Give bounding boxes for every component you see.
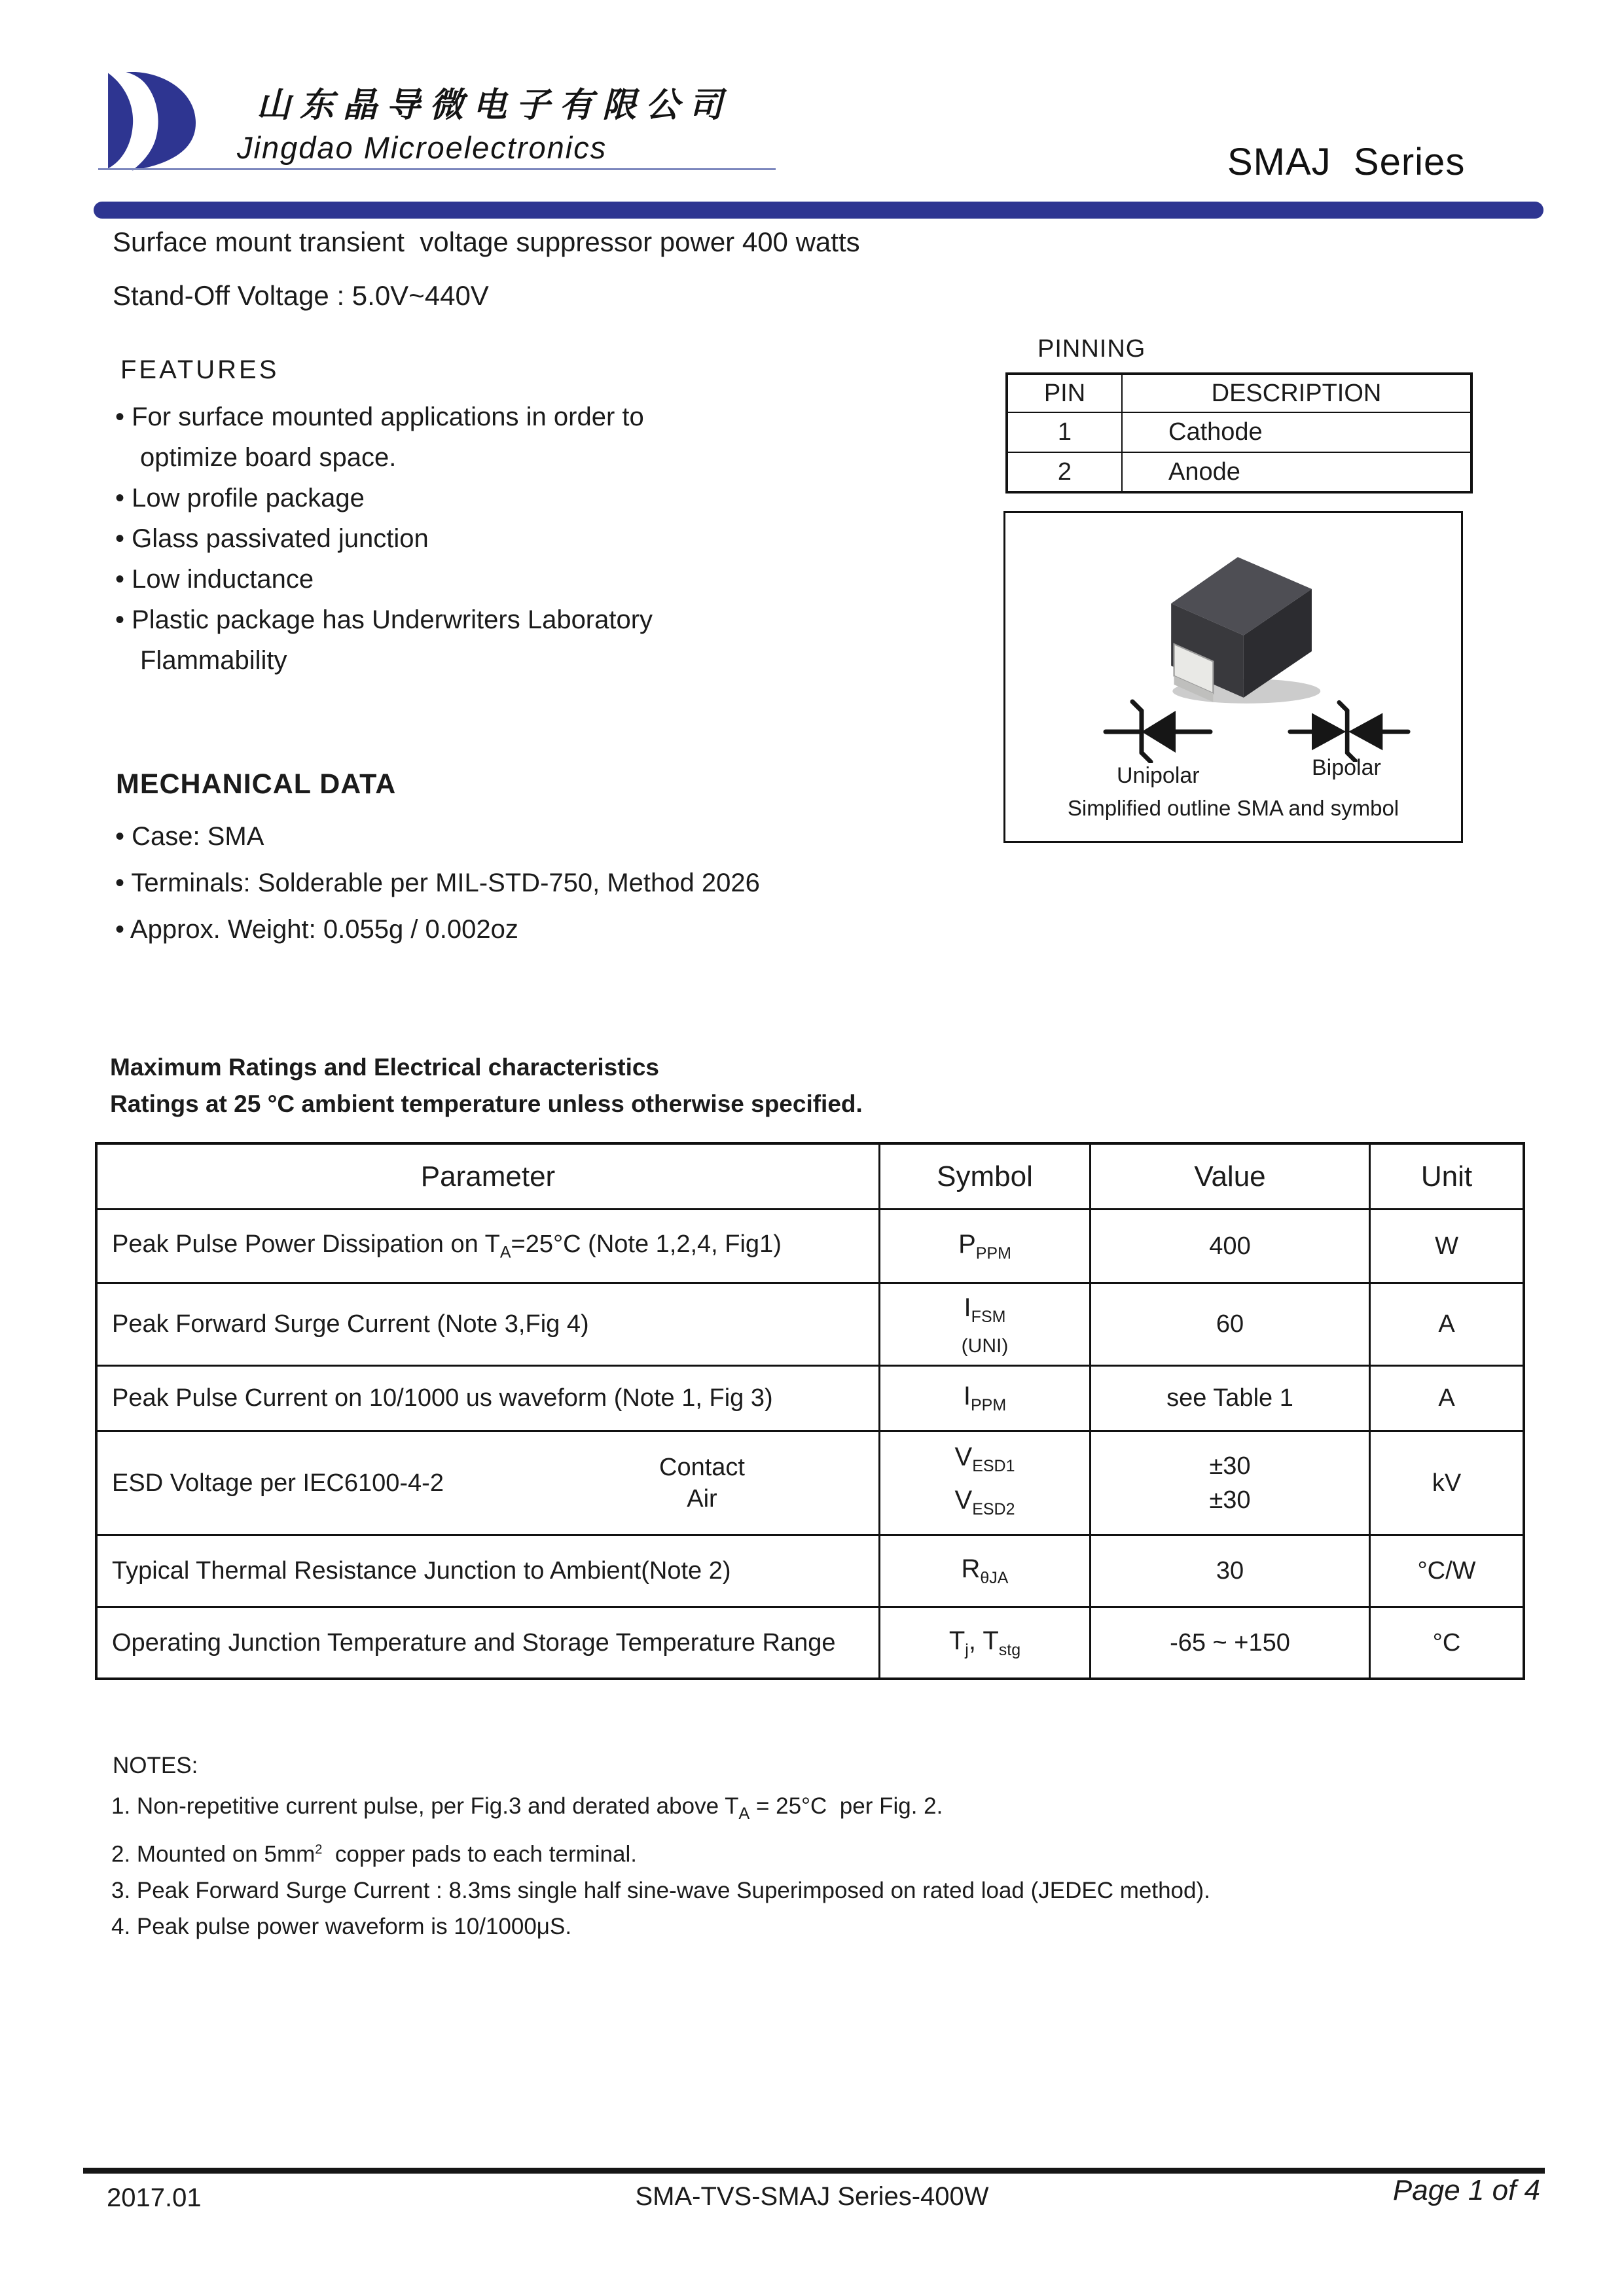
mechanical-data-list	[115, 814, 760, 953]
symbol-ifsm: $I_{FSM}$ (UNI)	[880, 1284, 1091, 1367]
note-item: 3. Peak Forward Surge Current : 8.3ms single half sine-wave Superimposed on rated load (JEDEC method).	[111, 1877, 1210, 1903]
ratings-table	[95, 1142, 1525, 1680]
header-underline	[98, 168, 776, 170]
value-operating-temperature: -65 ~ +150	[1091, 1608, 1371, 1677]
footer-date: 2017.01	[107, 2183, 202, 2212]
package-outline-box	[1003, 511, 1463, 843]
param-esd-voltage: ESD Voltage per IEC6100-4-2 Contact Air	[98, 1432, 880, 1536]
unit-peak-pulse-power: W	[1371, 1210, 1523, 1284]
pinning-cell-description: Cathode	[1123, 413, 1470, 453]
param-thermal-resistance: Typical Thermal Resistance Junction to Ambient(Note 2)	[98, 1536, 880, 1608]
footer-divider-bar	[83, 2168, 1545, 2174]
col-header-unit: Unit	[1371, 1145, 1523, 1210]
mechanical-item: • Case: SMA	[115, 822, 264, 851]
symbol-vesd: $V_{ESD1}$ $V_{ESD2}$	[880, 1432, 1091, 1536]
mechanical-data-heading: MECHANICAL DATA	[116, 768, 397, 800]
pinning-table	[1005, 372, 1473, 493]
bipolar-tvs-symbol-icon	[1287, 699, 1411, 762]
ratings-heading: Maximum Ratings and Electrical characteristics	[110, 1054, 660, 1081]
header-divider-bar	[94, 202, 1543, 219]
feature-item: optimize board space.	[140, 443, 397, 472]
note-item: 2. Mounted on 5mm$^2$ copper pads to each terminal.	[111, 1841, 637, 1867]
unit-esd-voltage: kV	[1371, 1432, 1523, 1536]
series-title: SMAJ Series	[1227, 141, 1466, 183]
pinning-header-pin: PIN	[1008, 375, 1123, 413]
col-header-parameter: Parameter	[98, 1145, 880, 1210]
company-logo-icon	[106, 72, 206, 171]
param-operating-temperature: Operating Junction Temperature and Storage Temperature Range	[98, 1608, 880, 1677]
ratings-subheading: Ratings at 25 °C ambient temperature unless otherwise specified.	[110, 1090, 863, 1117]
feature-item: • Low profile package	[115, 484, 365, 512]
unipolar-tvs-symbol-icon	[1102, 698, 1214, 763]
mechanical-item: • Terminals: Solderable per MIL-STD-750, Method 2026	[115, 869, 760, 897]
pinning-cell-pin: 2	[1008, 453, 1123, 491]
standoff-voltage-range: Stand-Off Voltage : 5.0V~440V	[113, 280, 489, 311]
param-peak-pulse-power: Peak Pulse Power Dissipation on $T_A=25^\circ C$ (Note 1,2,4, Fig1)	[98, 1210, 880, 1284]
footer-doc-title: SMA-TVS-SMAJ Series-400W	[635, 2182, 989, 2211]
param-peak-pulse-current: Peak Pulse Current on 10/1000 us waveform (Note 1, Fig 3)	[98, 1367, 880, 1432]
notes-list	[111, 1793, 1210, 1950]
notes-heading: NOTES:	[113, 1753, 198, 1778]
company-name-english: Jingdao Microelectronics	[237, 130, 607, 165]
footer-page-number: Page 1 of 4	[1392, 2174, 1540, 2206]
feature-item: Flammability	[140, 646, 287, 675]
pinning-heading: PINNING	[1038, 335, 1146, 363]
feature-item: • Low inductance	[115, 565, 314, 594]
pinning-cell-description: Anode	[1168, 457, 1240, 486]
unipolar-label: Unipolar	[1117, 763, 1200, 788]
value-peak-pulse-current: see Table 1	[1091, 1367, 1371, 1432]
package-caption: Simplified outline SMA and symbol	[1067, 796, 1399, 820]
pinning-header-description: DESCRIPTION	[1123, 375, 1470, 413]
sma-package-image	[1136, 535, 1339, 712]
pinning-cell-pin: 1	[1008, 413, 1123, 453]
company-name-chinese: 山东晶导微电子有限公司	[257, 86, 732, 124]
unit-operating-temperature: °C	[1432, 1628, 1461, 1657]
note-item: 1. Non-repetitive current pulse, per Fig.3 and derated above $T_A = 25^\circ C$ per Fig. 2.	[111, 1793, 943, 1823]
symbol-ippm: $I_{PPM}$	[880, 1367, 1091, 1432]
param-peak-forward-surge: Peak Forward Surge Current (Note 3,Fig 4)	[98, 1284, 880, 1367]
esd-conditions: Contact Air	[659, 1454, 745, 1513]
symbol-rtheta-ja: $R_{\theta JA}$	[880, 1536, 1091, 1608]
features-list	[115, 397, 653, 681]
value-peak-pulse-power: 400	[1091, 1210, 1371, 1284]
symbol-tj-tstg: $T_j$, $T_{stg}$	[880, 1608, 1091, 1677]
note-item: 4. Peak pulse power waveform is 10/1000μS.	[111, 1913, 572, 1939]
feature-item: • For surface mounted applications in order to	[115, 403, 644, 431]
col-header-symbol: Symbol	[880, 1145, 1091, 1210]
unit-thermal-resistance: °C/W	[1371, 1536, 1523, 1608]
value-thermal-resistance: 30	[1091, 1536, 1371, 1608]
col-header-value: Value	[1091, 1145, 1371, 1210]
unit-peak-forward-surge: A	[1371, 1284, 1523, 1367]
features-heading: FEATURES	[120, 355, 280, 384]
value-esd-voltage: ±30 ±30	[1091, 1432, 1371, 1536]
bipolar-label: Bipolar	[1312, 755, 1381, 780]
unit-peak-pulse-current: A	[1371, 1367, 1523, 1432]
mechanical-item: • Approx. Weight: 0.055g / 0.002oz	[115, 915, 518, 944]
value-peak-forward-surge: 60	[1091, 1284, 1371, 1367]
symbol-pppm: $P_{PPM}$	[880, 1210, 1091, 1284]
feature-item: • Plastic package has Underwriters Laboratory	[115, 605, 653, 634]
product-description: Surface mount transient voltage suppressor power 400 watts	[113, 226, 860, 257]
feature-item: • Glass passivated junction	[115, 524, 429, 553]
